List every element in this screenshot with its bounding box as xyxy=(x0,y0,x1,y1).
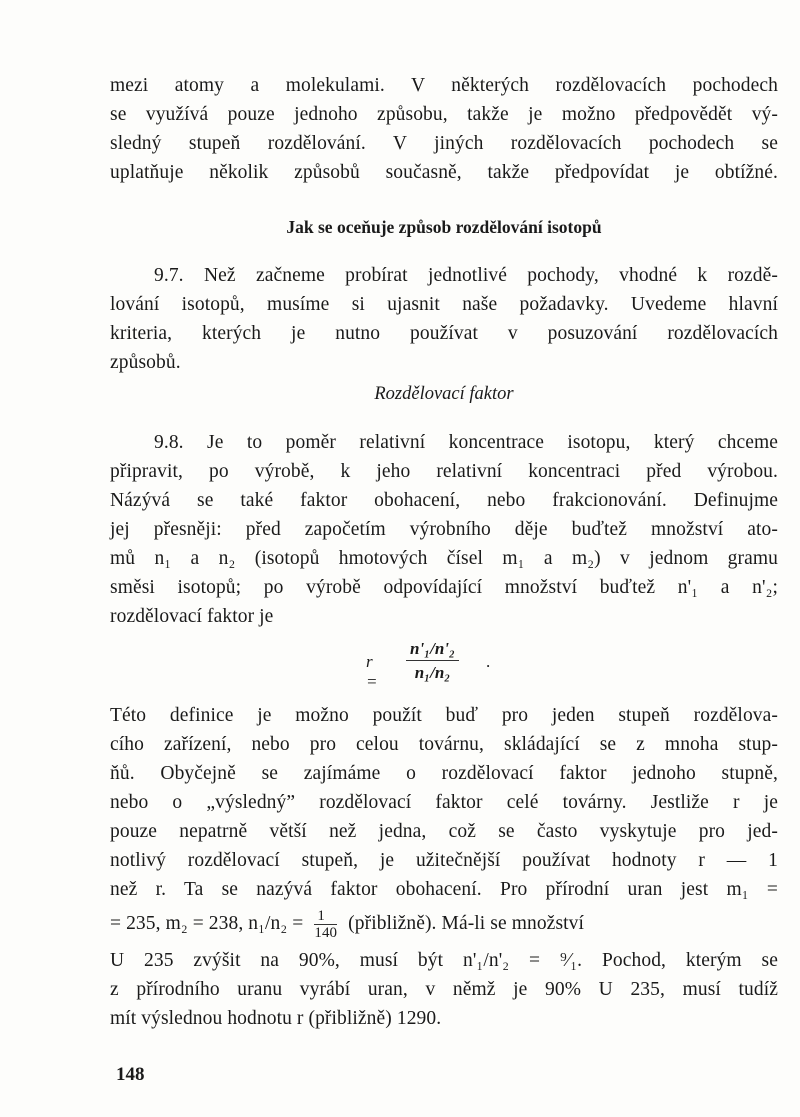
page-number: 148 xyxy=(116,1064,145,1085)
text-line: Této definice je možno použít buď pro jeden stupeň rozdělova- xyxy=(110,705,778,726)
text-line: lování isotopů, musíme si ujasnit naše požadavky. Uvedeme hlavní xyxy=(110,294,778,315)
text-line: připravit, po výrobě, k jeho relativní koncentraci před výrobou. xyxy=(110,461,778,482)
text-line: způsobů. xyxy=(110,352,181,373)
formula-period: . xyxy=(486,652,491,671)
text-line: nebo o „výsledný” rozdělovací faktor celé továrny. Jestliže r je xyxy=(110,792,778,813)
formula-fraction xyxy=(406,638,459,685)
text-line: notlivý rozdělovací stupeň, je užitečnější používat hodnoty r — 1 xyxy=(110,850,778,871)
text-line-with-fraction xyxy=(110,908,778,941)
text-line: sledný stupeň rozdělování. V jiných rozdělovacích pochodech se xyxy=(110,133,778,154)
text-line: pouze nepatrně větší než jedna, což se často vyskytuje pro jed- xyxy=(110,821,778,842)
text-line: než r. Ta se nazývá faktor obohacení. Pro přírodní uran jest m₁ = xyxy=(110,879,778,900)
text-line: rozdělovací faktor je xyxy=(110,606,274,627)
fraction-line-before: = 235, m₂ = 238, n₁/n₂ = xyxy=(110,912,304,934)
formula-numerator: n'₁/n'₂ xyxy=(406,638,459,661)
inline-fraction xyxy=(314,908,337,941)
formula-lhs: r = xyxy=(366,652,378,691)
text-line: směsi isotopů; po výrobě odpovídající množství buďtež n'₁ a n'₂; xyxy=(110,577,778,598)
text-line: jej přesněji: před započetím výrobního děje buďtež množství ato- xyxy=(110,519,778,540)
formula-denominator: n₁/n₂ xyxy=(414,663,451,682)
inline-fraction-denominator: 140 xyxy=(314,925,338,941)
text-line: kriteria, kterých je nutno používat v posuzování rozdělovacích xyxy=(110,323,778,344)
subsection-heading: Rozdělovací faktor xyxy=(374,384,514,404)
inline-fraction-numerator: 1 xyxy=(314,908,337,925)
text-line: mít výslednou hodnotu r (přibližně) 1290. xyxy=(110,1008,442,1029)
fraction-line-after: (přibližně). Má-li se množství xyxy=(348,912,585,934)
text-line: 9.7. Než začneme probírat jednotlivé pochody, vhodné k rozdě- xyxy=(154,265,778,286)
text-line: ňů. Obyčejně se zajímáme o rozdělovací faktor jednoho stupně, xyxy=(110,763,778,784)
text-line: Názývá se také faktor obohacení, nebo frakcionování. Definujme xyxy=(110,490,778,511)
text-line: se využívá pouze jednoho způsobu, takže je možno předpovědět vý- xyxy=(110,104,778,125)
text-line: z přírodního uranu vyrábí uran, v němž je 90% U 235, musí tudíž xyxy=(110,979,778,1000)
section-heading: Jak se oceňuje způsob rozdělování isotopů xyxy=(286,217,602,237)
text-line: U 235 zvýšit na 90%, musí být n'₁/n'₂ = ⁹⁄₁. Pochod, kterým se xyxy=(110,950,778,971)
text-line: cího zařízení, nebo pro celou továrnu, skládající se z mnoha stup- xyxy=(110,734,778,755)
text-line: mů n₁ a n₂ (isotopů hmotových čísel m₁ a m₂) v jednom gramu xyxy=(110,548,778,569)
text-line: mezi atomy a molekulami. V některých rozdělovacích pochodech xyxy=(110,75,778,96)
text-line: uplatňuje několik způsobů současně, takže předpovídat je obtížné. xyxy=(110,162,778,183)
text-line: 9.8. Je to poměr relativní koncentrace isotopu, který chceme xyxy=(154,432,778,453)
